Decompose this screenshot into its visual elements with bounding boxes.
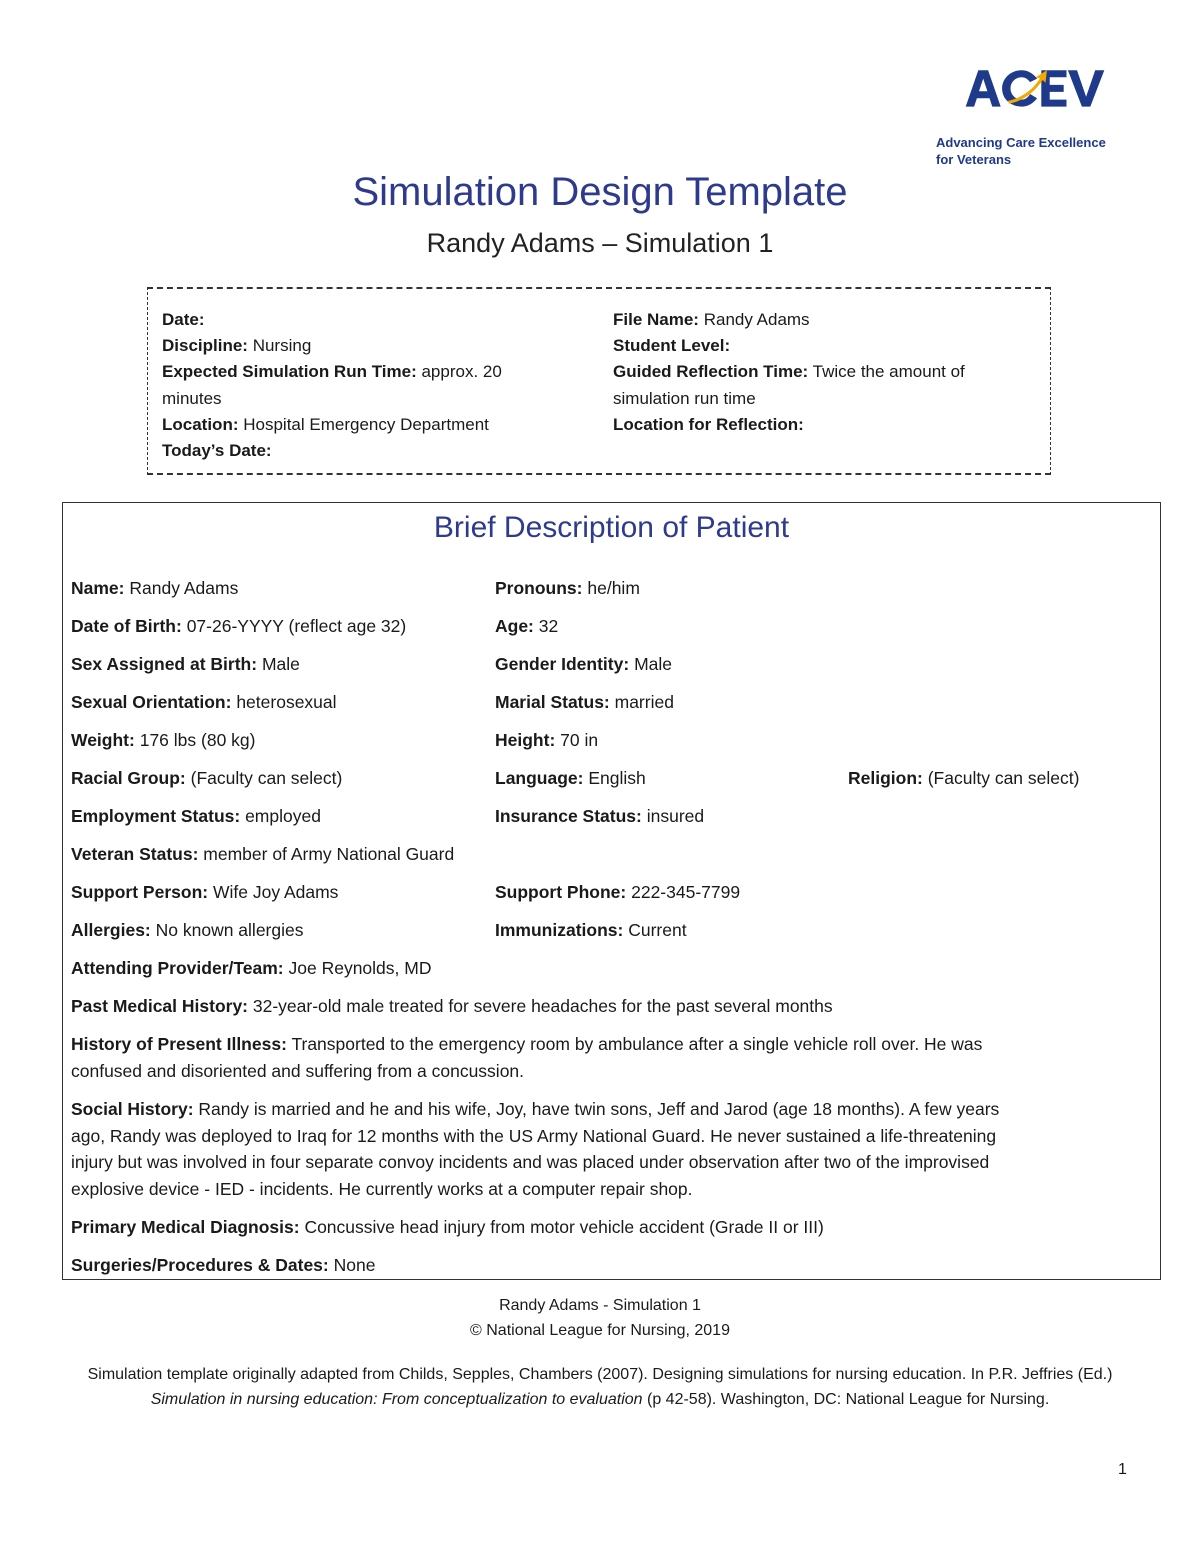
value: insured (646, 806, 705, 826)
label: Date of Birth: (71, 616, 182, 636)
info-reflection-location (613, 412, 1033, 438)
page-number: 1 (1118, 1461, 1127, 1478)
value: Randy Adams (703, 310, 810, 329)
value: No known allergies (155, 920, 304, 940)
patient-gender (495, 651, 672, 678)
label: Location for Reflection: (613, 414, 804, 434)
patient-past-medical-history (71, 993, 1151, 1020)
patient-support-phone (495, 879, 740, 906)
label: Attending Provider/Team: (71, 958, 284, 978)
patient-support-person (71, 879, 338, 906)
value: None (333, 1255, 376, 1275)
label: Social History: (71, 1099, 194, 1119)
patient-dob (71, 613, 406, 640)
value: 32-year-old male treated for severe headaches for the past several months (252, 996, 833, 1016)
simulation-info-box (147, 287, 1051, 475)
value: Joe Reynolds, MD (288, 958, 432, 978)
hpi-line-1 (71, 1031, 1151, 1058)
patient-sex (71, 651, 300, 678)
patient-attending-provider (71, 955, 431, 982)
value: he/him (587, 578, 640, 598)
label: Sexual Orientation: (71, 692, 232, 712)
label: Support Phone: (495, 882, 627, 902)
patient-height (495, 727, 598, 754)
patient-age (495, 613, 558, 640)
patient-surgeries (71, 1252, 1151, 1279)
hpi-line-2: confused and disoriented and suffering from a concussion. (71, 1060, 525, 1081)
patient-insurance (495, 803, 704, 830)
label: Marial Status: (495, 692, 610, 712)
value: married (614, 692, 674, 712)
info-column-right (613, 307, 1033, 438)
label: Today’s Date: (162, 441, 272, 461)
footer-credits (0, 1293, 1200, 1343)
social-line-3: injury but was involved in four separate convoy incidents and was placed under observation after two of the improvised (71, 1152, 990, 1172)
patient-section-heading: Brief Description of Patient (433, 511, 790, 544)
label: Name: (71, 578, 125, 598)
label: Pronouns: (495, 578, 583, 598)
patient-religion (848, 765, 1079, 792)
label: Student Level: (613, 336, 731, 356)
info-file-name (613, 307, 1033, 333)
label: Sex Assigned at Birth: (71, 654, 258, 674)
info-todays-date (162, 438, 562, 464)
value: (Faculty can select) (190, 768, 343, 788)
document-subtitle: Randy Adams – Simulation 1 (426, 228, 774, 258)
logo-tagline (936, 134, 1106, 168)
value: Transported to the emergency room by ambulance after a single vehicle roll over. He was (291, 1034, 983, 1054)
document-title: Simulation Design Template (352, 170, 848, 214)
value: Hospital Emergency Department (243, 414, 489, 434)
value: Twice the amount of (812, 362, 965, 382)
patient-description-box (62, 502, 1161, 1280)
patient-present-illness (71, 1031, 1151, 1084)
value: Male (634, 654, 672, 674)
label: Surgeries/Procedures & Dates: (71, 1255, 329, 1275)
logo-tagline-line1: Advancing Care Excellence (936, 135, 1106, 150)
value: (Faculty can select) (927, 768, 1080, 788)
label: Age: (495, 616, 534, 636)
value: Current (628, 920, 687, 940)
label: Height: (495, 730, 556, 750)
patient-pronouns (495, 575, 640, 602)
info-discipline (162, 333, 562, 359)
value: Concussive head injury from motor vehicle accident (Grade II or III) (304, 1217, 824, 1237)
citation-text-end: (p 42-58). Washington, DC: National League for Nursing. (642, 1390, 1050, 1408)
value: Randy Adams (129, 578, 239, 598)
social-line-2: ago, Randy was deployed to Iraq for 12 months with the US Army National Guard. He never sustained a life-threatening (71, 1125, 997, 1146)
info-student-level (613, 333, 1033, 359)
label: Insurance Status: (495, 806, 642, 826)
footer-copyright: © National League for Nursing, 2019 (470, 1322, 730, 1339)
label: Weight: (71, 730, 135, 750)
patient-name (71, 575, 238, 602)
value: 222-345-7799 (631, 882, 741, 902)
acev-logo (930, 66, 1140, 136)
patient-social-history (71, 1096, 1151, 1202)
value: employed (245, 806, 321, 826)
info-run-time (162, 359, 562, 385)
value: Randy is married and he and his wife, Joy, have twin sons, Jeff and Jarod (age 18 months). A few years (198, 1099, 1000, 1119)
label: Location: (162, 414, 239, 434)
value: 32 (538, 616, 559, 636)
patient-primary-diagnosis (71, 1214, 1151, 1241)
patient-employment (71, 803, 321, 830)
patient-immunizations (495, 917, 687, 944)
social-line-1 (71, 1096, 1151, 1123)
citation-book-title: Simulation in nursing education: From conceptualization to evaluation (150, 1390, 643, 1408)
patient-orientation (71, 689, 337, 716)
info-date (162, 307, 562, 333)
label: Expected Simulation Run Time: (162, 362, 417, 382)
social-line-4: explosive device - IED - incidents. He currently works at a computer repair shop. (71, 1178, 693, 1199)
value: English (588, 768, 646, 788)
value: 07-26-YYYY (reflect age 32) (186, 616, 407, 636)
label: Racial Group: (71, 768, 186, 788)
info-location (162, 412, 562, 438)
patient-language (495, 765, 646, 792)
label: Immunizations: (495, 920, 624, 940)
label: History of Present Illness: (71, 1034, 287, 1054)
value: approx. 20 (421, 362, 502, 382)
info-reflection-time-cont: simulation run time (613, 388, 756, 408)
label: Date: (162, 310, 205, 329)
label: Veteran Status: (71, 844, 199, 864)
footer-line-1: Randy Adams - Simulation 1 (499, 1297, 701, 1314)
value: Nursing (252, 336, 312, 356)
label: Past Medical History: (71, 996, 248, 1016)
value: Male (261, 654, 300, 674)
footer-citation (70, 1363, 1130, 1412)
logo-tagline-line2: for Veterans (936, 152, 1012, 167)
value: Wife Joy Adams (212, 882, 339, 902)
value: 176 lbs (80 kg) (139, 730, 256, 750)
value: 70 in (560, 730, 599, 750)
value: member of Army National Guard (203, 844, 455, 864)
label: Gender Identity: (495, 654, 630, 674)
info-run-time-cont: minutes (162, 388, 222, 408)
label: Religion: (848, 768, 923, 788)
label: Language: (495, 768, 584, 788)
value: heterosexual (236, 692, 337, 712)
info-reflection-time (613, 359, 1033, 385)
label: Discipline: (162, 336, 248, 356)
info-column-left (162, 307, 562, 464)
citation-text: Simulation template originally adapted from Childs, Sepples, Chambers (2007). Designing simulations for nursing education. In P.R. Jeffries (Ed.) (87, 1366, 1113, 1383)
label: Guided Reflection Time: (613, 362, 809, 382)
label: Allergies: (71, 920, 151, 940)
label: Employment Status: (71, 806, 241, 826)
patient-allergies (71, 917, 303, 944)
label: Primary Medical Diagnosis: (71, 1217, 300, 1237)
patient-racial-group (71, 765, 342, 792)
label: Support Person: (71, 882, 209, 902)
label: File Name: (613, 310, 699, 329)
patient-marital (495, 689, 674, 716)
patient-veteran-status (71, 841, 454, 868)
patient-weight (71, 727, 255, 754)
